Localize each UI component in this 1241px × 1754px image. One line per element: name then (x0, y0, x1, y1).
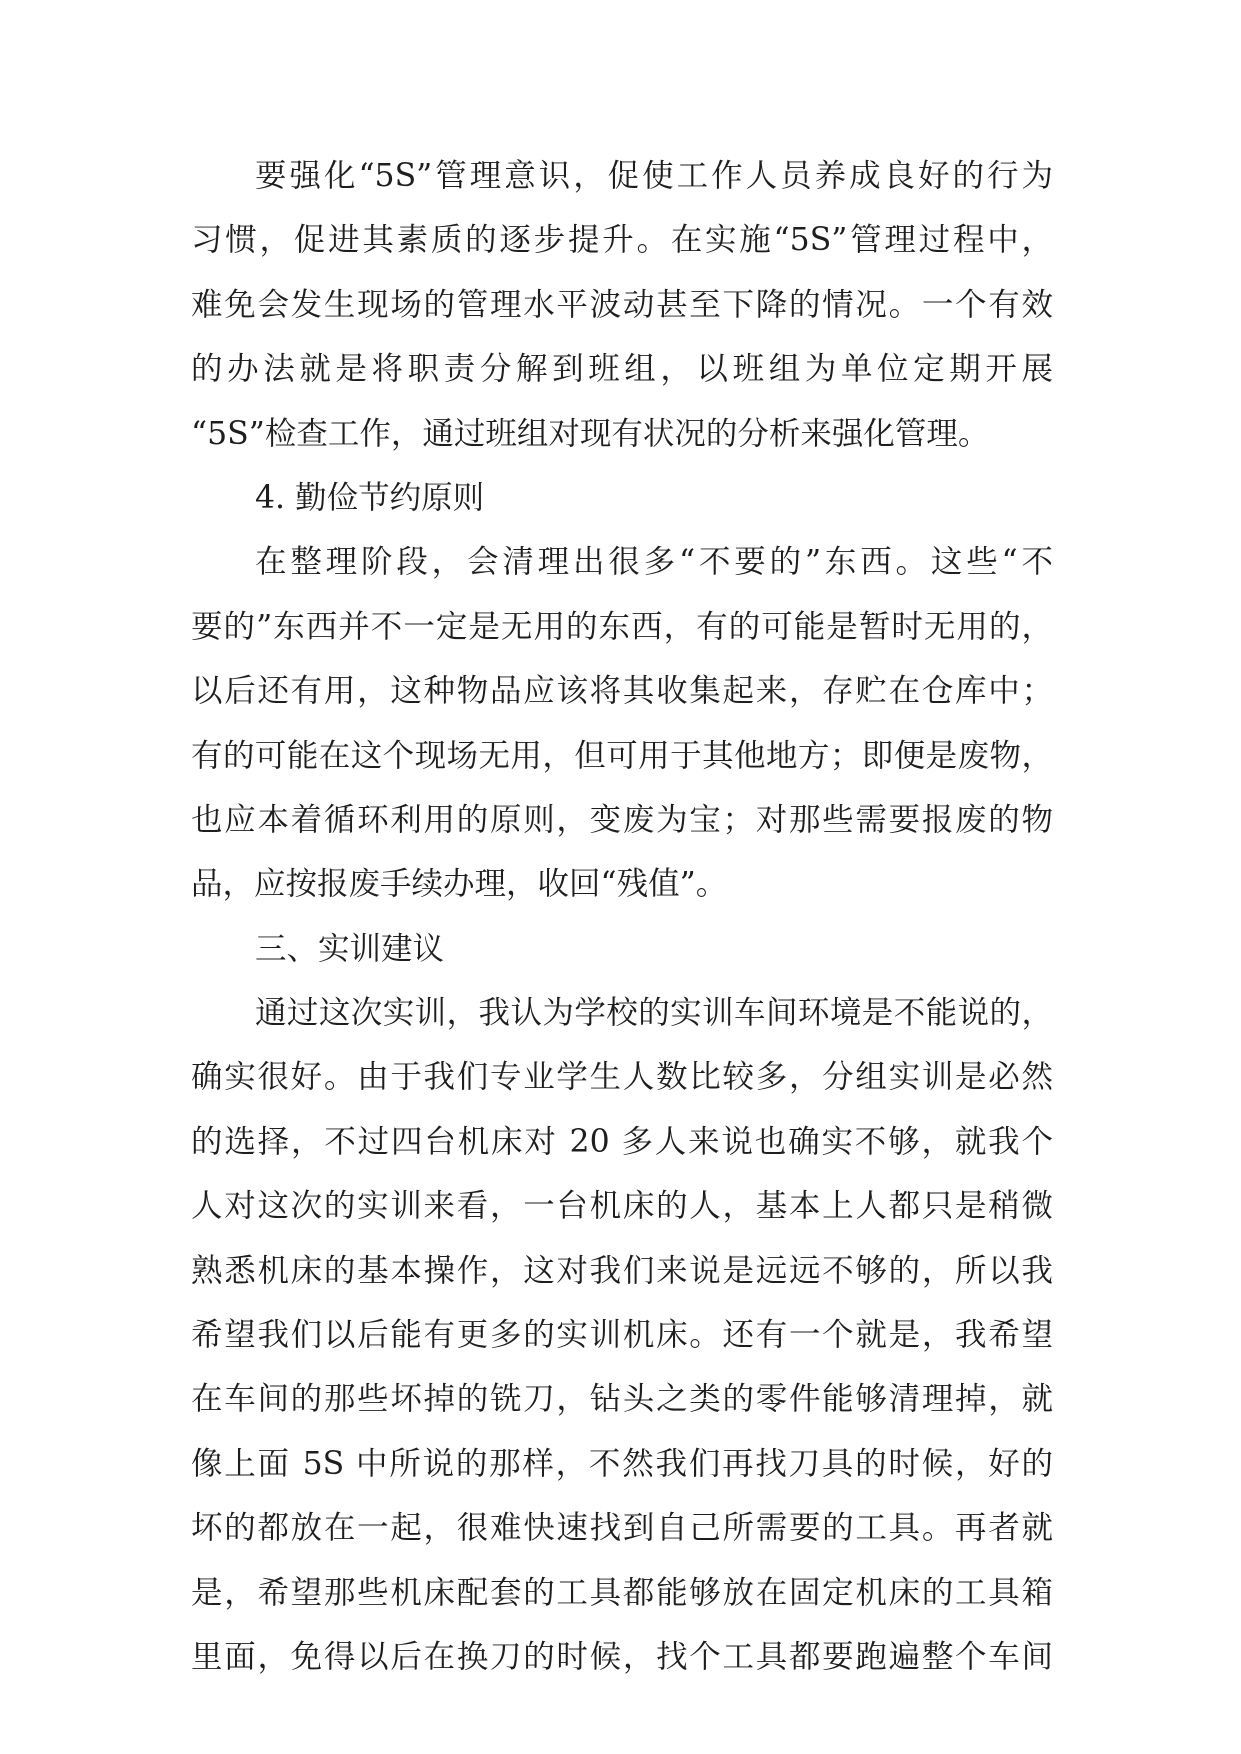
section-heading: 三、实训建议 (255, 930, 445, 967)
paragraph-line: 品，应按报废手续办理，收回“残值”。 (191, 866, 728, 903)
paragraph-line: 是，希望那些机床配套的工具都能够放在固定机床的工具箱 (191, 1574, 1053, 1611)
paragraph-line: 在整理阶段，会清理出很多“不要的”东西。这些“不 (255, 544, 1053, 581)
section-heading: 4. 勤俭节约原则 (255, 479, 485, 516)
paragraph-line: 要的”东西并不一定是无用的东西，有的可能是暂时无用的， (191, 608, 1053, 645)
paragraph-line: 的选择，不过四台机床对 20 多人来说也确实不够，就我个 (191, 1123, 1053, 1160)
paragraph-line: 要强化“5S”管理意识，促使工作人员养成良好的行为 (255, 158, 1053, 194)
paragraph-line: 人对这次的实训来看，一台机床的人，基本上人都只是稍微 (191, 1188, 1053, 1225)
paragraph-line: 像上面 5S 中所说的那样，不然我们再找刀具的时候，好的 (191, 1445, 1053, 1482)
paragraph-line: 通过这次实训，我认为学校的实训车间环境是不能说的， (255, 995, 1053, 1032)
paragraph-line: 有的可能在这个现场无用，但可用于其他地方；即便是废物， (191, 737, 1053, 774)
paragraph-line: 习惯，促进其素质的逐步提升。在实施“5S”管理过程中， (191, 222, 1053, 259)
paragraph-line: 确实很好。由于我们专业学生人数比较多，分组实训是必然 (191, 1059, 1053, 1096)
paragraph-line: 也应本着循环利用的原则，变废为宝；对那些需要报废的物 (191, 801, 1053, 838)
paragraph-line: 里面，免得以后在换刀的时候，找个工具都要跑遍整个车间 (191, 1638, 1053, 1675)
paragraph-line: 以后还有用，这种物品应该将其收集起来，存贮在仓库中； (191, 673, 1053, 710)
document-body (191, 155, 1053, 1700)
paragraph-line: 熟悉机床的基本操作，这对我们来说是远远不够的，所以我 (191, 1252, 1053, 1289)
paragraph-line: 难免会发生现场的管理水平波动甚至下降的情况。一个有效 (191, 286, 1053, 323)
paragraph-line: “5S”检查工作，通过班组对现有状况的分析来强化管理。 (191, 415, 990, 452)
paragraph-line: 希望我们以后能有更多的实训机床。还有一个就是，我希望 (191, 1317, 1053, 1354)
paragraph-line: 坏的都放在一起，很难快速找到自己所需要的工具。再者就 (191, 1510, 1053, 1547)
paragraph-line: 的办法就是将职责分解到班组，以班组为单位定期开展 (191, 351, 1053, 388)
paragraph-line: 在车间的那些坏掉的铣刀，钻头之类的零件能够清理掉，就 (191, 1381, 1053, 1418)
